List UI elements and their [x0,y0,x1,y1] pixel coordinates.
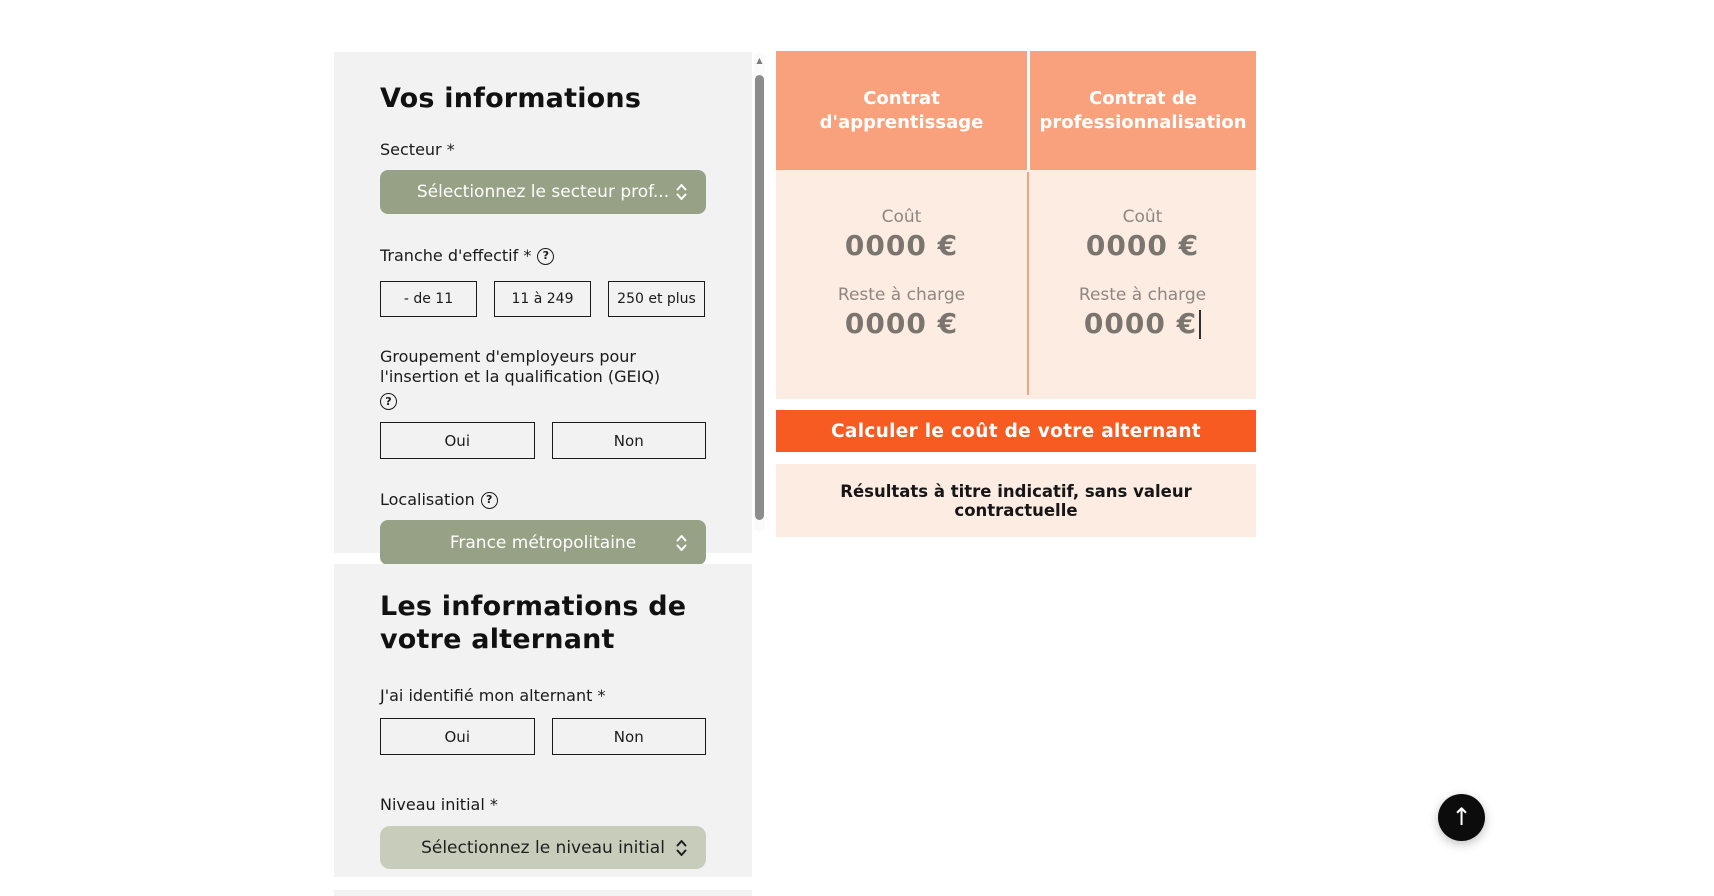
header-contrat-apprentissage: Contrat d'apprentissage [776,51,1027,170]
form-scrollbar-thumb[interactable] [755,75,764,520]
up-arrow-icon: ↑ [1451,803,1472,831]
secteur-select[interactable] [380,170,706,214]
scrollbar-up-arrow-icon[interactable]: ▲ [756,56,763,65]
identified-option-non[interactable]: Non [552,718,707,755]
cout-label: Coût [881,207,922,227]
scroll-to-top-button[interactable] [1438,794,1485,841]
reste-a-charge-label: Reste à charge [837,285,966,305]
next-panel-partial [334,890,752,896]
alternant-info-panel [334,564,752,877]
reste-a-charge-value: 0000 € [1084,308,1201,340]
chevron-up-down-icon [675,183,688,202]
results-disclaimer: Résultats à titre indicatif, sans valeur contractuelle [776,464,1256,537]
tranche-option-moins-de-11[interactable]: - de 11 [380,281,477,317]
header-contrat-professionnalisation: Contrat de professionnalisation [1030,51,1256,170]
chevron-up-down-icon [675,533,688,552]
niveau-initial-select-value: Sélectionnez le niveau initial [421,837,665,858]
form-scrollbar-track[interactable] [754,52,765,532]
geiq-options [380,422,706,459]
geiq-label: Groupement d'employeurs pour l'insertion et la qualification (GEIQ) ? [380,347,710,410]
secteur-label: Secteur * [380,140,455,159]
contract-table-body [776,170,1256,399]
help-icon[interactable]: ? [481,492,498,509]
tranche-option-11-a-249[interactable]: 11 à 249 [494,281,591,317]
niveau-initial-select[interactable] [380,826,706,869]
geiq-option-oui[interactable]: Oui [380,422,535,459]
secteur-select-value: Sélectionnez le secteur prof... [416,182,670,202]
tranche-effectif-options [380,281,706,317]
professionnalisation-column [1029,170,1256,399]
calculate-cost-button[interactable]: Calculer le coût de votre alternant [776,410,1256,452]
identified-options [380,718,706,755]
tranche-option-250-et-plus[interactable]: 250 et plus [608,281,705,317]
chevron-up-down-icon [675,838,688,857]
cout-value: 0000 € [844,229,959,262]
reste-a-charge-label: Reste à charge [1078,285,1207,305]
tranche-effectif-label: Tranche d'effectif * ? [380,246,706,266]
apprentissage-column [776,170,1027,399]
text-cursor [1199,310,1201,339]
help-icon[interactable]: ? [537,248,554,265]
your-info-panel [334,52,752,553]
localisation-select-value: France métropolitaine [449,532,637,553]
niveau-initial-label: Niveau initial * [380,795,498,814]
localisation-select[interactable] [380,520,706,565]
identified-option-oui[interactable]: Oui [380,718,535,755]
help-icon[interactable]: ? [380,393,397,410]
reste-a-charge-value: 0000 € [844,307,959,340]
panel-title-informations-alternant: Les informations de votre alternant [380,591,687,655]
identified-label: J'ai identifié mon alternant * [380,686,606,705]
cout-value: 0000 € [1085,229,1200,262]
localisation-label: Localisation ? [380,490,706,510]
geiq-option-non[interactable]: Non [552,422,707,459]
panel-title-vos-informations: Vos informations [380,83,642,114]
contract-table-header [776,51,1256,170]
cout-label: Coût [1122,207,1163,227]
